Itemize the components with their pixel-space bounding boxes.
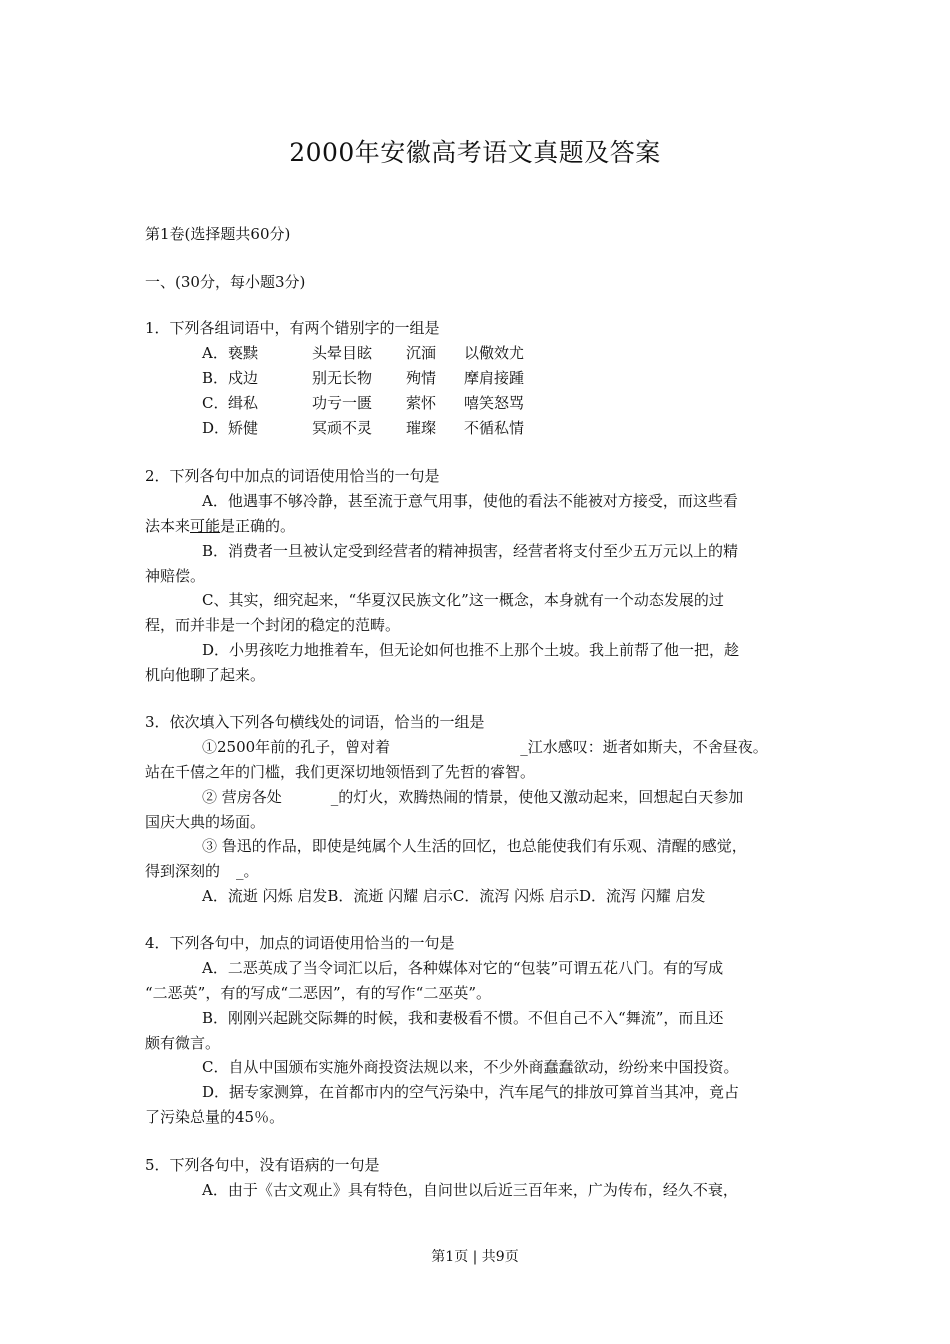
underlined-word: 可能 [190, 517, 221, 535]
option-word: 嘻笑怒骂 [464, 394, 525, 412]
question-1-option-b [202, 368, 524, 388]
option-word: 殉情 [406, 369, 437, 387]
option-word: 摩肩接踵 [464, 369, 525, 387]
question-3-options: A．流逝 闪烁 启发B．流逝 闪耀 启示C．流泻 闪烁 启示D．流泻 闪耀 启发 [202, 887, 706, 905]
option-word: 以儆效尤 [464, 344, 525, 362]
question-4-option-a-line1: A．二恶英成了当令词汇以后，各种媒体对它的“包装”可谓五花八门。有的写成 [202, 959, 724, 977]
option-label: B． [202, 369, 229, 387]
question-4-option-d-line2: 了污染总量的45％。 [145, 1108, 285, 1126]
text-segment: _的灯火，欢腾热闹的情景，使他又激动起来，回想起白天参加 [330, 788, 744, 806]
question-4-option-a-line2: “二恶英”，有的写成“二恶因”，有的写作“二巫英”。 [145, 984, 492, 1002]
question-2-option-c-line2: 程，而并非是一个封闭的稳定的范畴。 [145, 616, 401, 634]
page-title: 2000年安徽高考语文真题及答案 [289, 138, 661, 167]
question-2-option-a-line2 [145, 516, 295, 536]
question-1-stem: 1．下列各组词语中，有两个错别字的一组是 [145, 319, 440, 337]
part-header: 一、(30分，每小题3分) [145, 273, 306, 291]
text-segment: _江水感叹：逝者如斯夫，不舍昼夜。 [520, 738, 768, 756]
option-word: 沉湎 [406, 344, 437, 362]
question-1-option-a [202, 343, 524, 363]
option-word: 功亏一匮 [312, 394, 373, 412]
option-word: 缉私 [228, 394, 259, 412]
option-label: C． [202, 394, 229, 412]
question-2-option-a-line1: A．他遇事不够冷静，甚至流于意气用事，使他的看法不能被对方接受，而这些看 [202, 492, 738, 510]
question-3-sentence-2-line2: 国庆大典的场面。 [145, 813, 266, 831]
question-3-sentence-3-line2 [145, 861, 259, 881]
text-segment: 法本来 [145, 517, 191, 535]
question-2-stem: 2．下列各句中加点的词语使用恰当的一句是 [145, 467, 440, 485]
option-word: 戍边 [228, 369, 259, 387]
option-word: 萦怀 [406, 394, 437, 412]
question-1-option-d [202, 418, 524, 438]
text-segment: _。 [236, 862, 259, 880]
question-4-option-d-line1: D．据专家测算，在首都市内的空气污染中，汽车尾气的排放可算首当其冲，竟占 [202, 1083, 740, 1101]
question-4-option-b-line2: 颇有微言。 [145, 1034, 221, 1052]
question-2-option-b-line1: B．消费者一旦被认定受到经营者的精神损害，经营者将支付至少五万元以上的精 [202, 542, 739, 560]
question-3-sentence-2-line1 [202, 787, 743, 807]
option-word: 头晕目眩 [312, 344, 373, 362]
option-label: A． [202, 344, 228, 362]
option-word: 冥顽不灵 [312, 419, 373, 437]
page-footer: 第1页 | 共9页 [431, 1249, 519, 1265]
option-word: 璀璨 [406, 419, 437, 437]
option-word: 矫健 [228, 419, 259, 437]
question-4-stem: 4．下列各句中，加点的词语使用恰当的一句是 [145, 934, 455, 952]
question-5-stem: 5．下列各句中，没有语病的一句是 [145, 1156, 380, 1174]
question-2-option-c-line1: C、其实，细究起来，“华夏汉民族文化”这一概念，本身就有一个动态发展的过 [202, 591, 724, 609]
text-segment: 得到深刻的 [145, 862, 221, 880]
section-header: 第1卷(选择题共60分) [145, 225, 291, 243]
question-2-option-d-line1: D．小男孩吃力地推着车，但无论如何也推不上那个土坡。我上前帮了他一把，趁 [202, 641, 740, 659]
question-3-sentence-3-line1: ③ 鲁迅的作品，即使是纯属个人生活的回忆，也总能使我们有乐观、清醒的感觉， [202, 837, 747, 855]
question-2-option-b-line2: 神赔偿。 [145, 567, 206, 585]
option-word: 亵黩 [228, 344, 259, 362]
question-4-option-b-line1: B．刚刚兴起跳交际舞的时候，我和妻极看不惯。不但自己不入“舞流”，而且还 [202, 1009, 724, 1027]
question-4-option-c-line1: C．自从中国颁布实施外商投资法规以来，不少外商蠢蠢欲动，纷纷来中国投资。 [202, 1058, 739, 1076]
question-5-option-a-line1: A．由于《古文观止》具有特色，自问世以后近三百年来，广为传布，经久不衰， [202, 1181, 738, 1199]
question-2-option-d-line2: 机向他聊了起来。 [145, 666, 266, 684]
text-segment: ② 营房各处 [202, 788, 282, 806]
question-3-stem: 3．依次填入下列各句横线处的词语，恰当的一组是 [145, 713, 485, 731]
option-word: 不循私情 [464, 419, 525, 437]
text-segment: 是正确的。 [220, 517, 296, 535]
option-label: D． [202, 419, 230, 437]
question-3-sentence-1-line2: 站在千僖之年的门槛，我们更深切地领悟到了先哲的睿智。 [145, 763, 536, 781]
text-segment: ①2500年前的孔子，曾对着 [202, 738, 391, 756]
question-3-sentence-1-line1 [202, 737, 768, 757]
option-word: 别无长物 [312, 369, 373, 387]
question-1-option-c [202, 393, 524, 413]
